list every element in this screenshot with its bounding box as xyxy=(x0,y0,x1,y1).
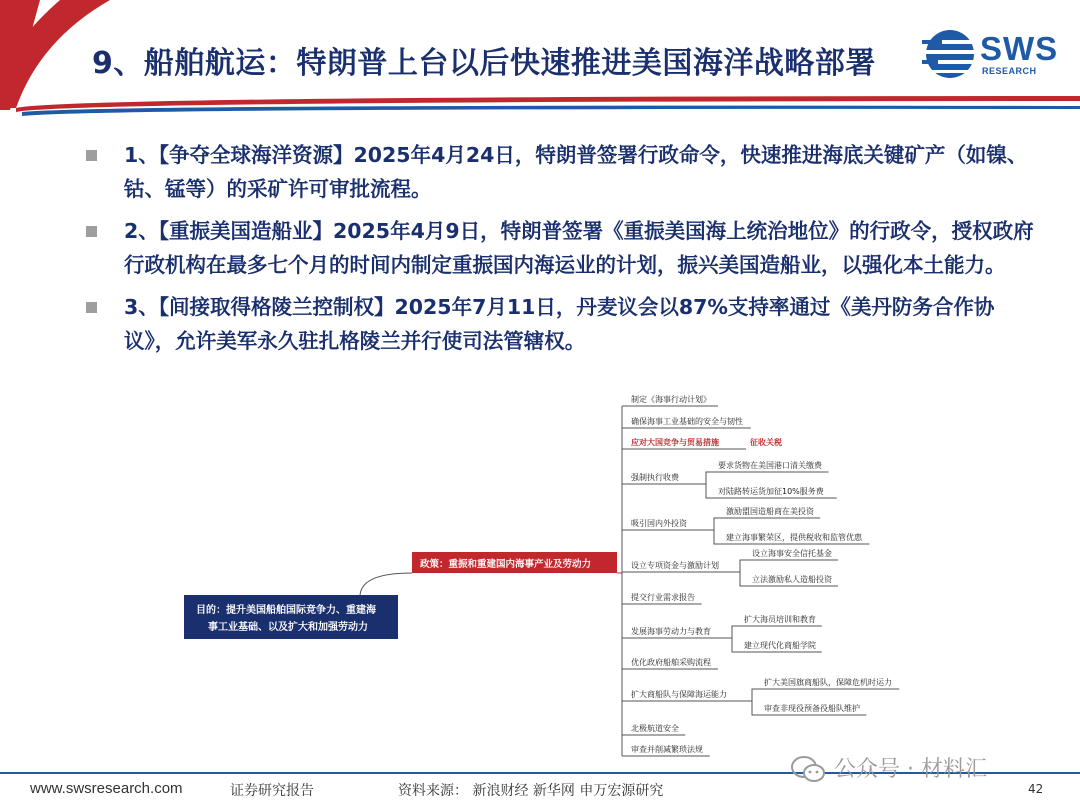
policy-text: 政策：重振和重建国内海事产业及劳动力 xyxy=(420,559,592,570)
leaf-label: 建立海事繁荣区，提供税收和监管优惠 xyxy=(726,533,862,542)
branch-label: 发展海事劳动力与教育 xyxy=(631,627,711,636)
leaf-label: 征收关税 xyxy=(750,438,782,447)
branch-label: 确保海事工业基础的安全与韧性 xyxy=(631,417,743,426)
footer-website[interactable]: www.swsresearch.com xyxy=(30,780,183,797)
leaf-label: 对陆路转运货加征10%服务费 xyxy=(718,487,824,496)
leaf-label: 扩大美国旗商船队，保障危机时运力 xyxy=(764,678,892,687)
leaf-label: 立法激励私人造船投资 xyxy=(752,575,832,584)
leaf-label: 激励盟国造船商在美投资 xyxy=(726,507,814,516)
branch-label: 扩大商船队与保障海运能力 xyxy=(631,690,727,699)
bullet-text: 1、【争夺全球海洋资源】2025年4月24日，特朗普签署行政命令，快速推进海底关键矿产（如镍、钴、锰等）的采矿许可审批流程。 xyxy=(124,143,1028,201)
leaf-connector xyxy=(700,472,714,484)
watermark: 公众号 · 材料汇 xyxy=(834,757,987,782)
branch-label: 设立专项资金与激励计划 xyxy=(631,561,719,570)
branch-label: 制定《海事行动计划》 xyxy=(631,395,711,404)
branch-label: 优化政府船舶采购流程 xyxy=(631,658,711,667)
goal-text-line1: 目的：提升美国船舶国际竞争力、重建海 xyxy=(196,605,376,616)
branch-label: 北极航道安全 xyxy=(631,724,679,733)
logo-brand: SWS xyxy=(980,30,1059,67)
leaf-connector xyxy=(708,518,722,530)
leaf-connector xyxy=(740,572,748,586)
goal-policy-connector xyxy=(360,573,412,595)
branch-label: 审查并削减繁琐法规 xyxy=(631,745,703,754)
branch-label: 吸引国内外投资 xyxy=(631,519,687,528)
leaf-label: 建立现代化商船学院 xyxy=(744,641,816,650)
leaf-label: 设立海事安全信托基金 xyxy=(752,549,832,558)
page-number: 42 xyxy=(1028,782,1044,796)
leaf-connector xyxy=(714,530,722,544)
leaf-label: 审查非现役预备役船队维护 xyxy=(764,704,860,713)
leaf-connector xyxy=(732,638,740,652)
leaf-connector xyxy=(752,701,760,715)
page-title: 9、船舶航运：特朗普上台以后快速推进美国海洋战略部署 xyxy=(92,46,876,81)
branch-label: 提交行业需求报告 xyxy=(631,593,695,602)
footer-report-type: 证券研究报告 xyxy=(230,783,314,799)
goal-text-line2: 事工业基础、以及扩大和加强劳动力 xyxy=(208,622,368,633)
bullet-text: 3、【间接取得格陵兰控制权】2025年7月11日，丹麦议会以87%支持率通过《美丹防务合作协议》，允许美军永久驻扎格陵兰并行使司法管辖权。 xyxy=(124,295,995,353)
logo-sub: RESEARCH xyxy=(982,66,1037,76)
leaf-connector xyxy=(726,626,740,638)
footer-source: 资料来源： 新浪财经 新华网 申万宏源研究 xyxy=(398,783,664,799)
leaf-connector xyxy=(734,560,748,572)
bullet-text: 2、【重振美国造船业】2025年4月9日，特朗普签署《重振美国海上统治地位》的行政令，授权政府行政机构在最多七个月的时间内制定重振国内海运业的计划，振兴美国造船业，以强化本土能力。 xyxy=(124,219,1034,277)
branch-label: 强制执行收费 xyxy=(631,473,679,482)
leaf-connector xyxy=(706,484,714,498)
branch-label: 应对大国竞争与贸易措施 xyxy=(631,438,719,447)
leaf-label: 要求货物在美国港口清关缴费 xyxy=(718,461,822,470)
wechat-icon xyxy=(790,754,826,784)
leaf-label: 扩大海员培训和教育 xyxy=(744,615,816,624)
leaf-connector xyxy=(746,689,760,701)
